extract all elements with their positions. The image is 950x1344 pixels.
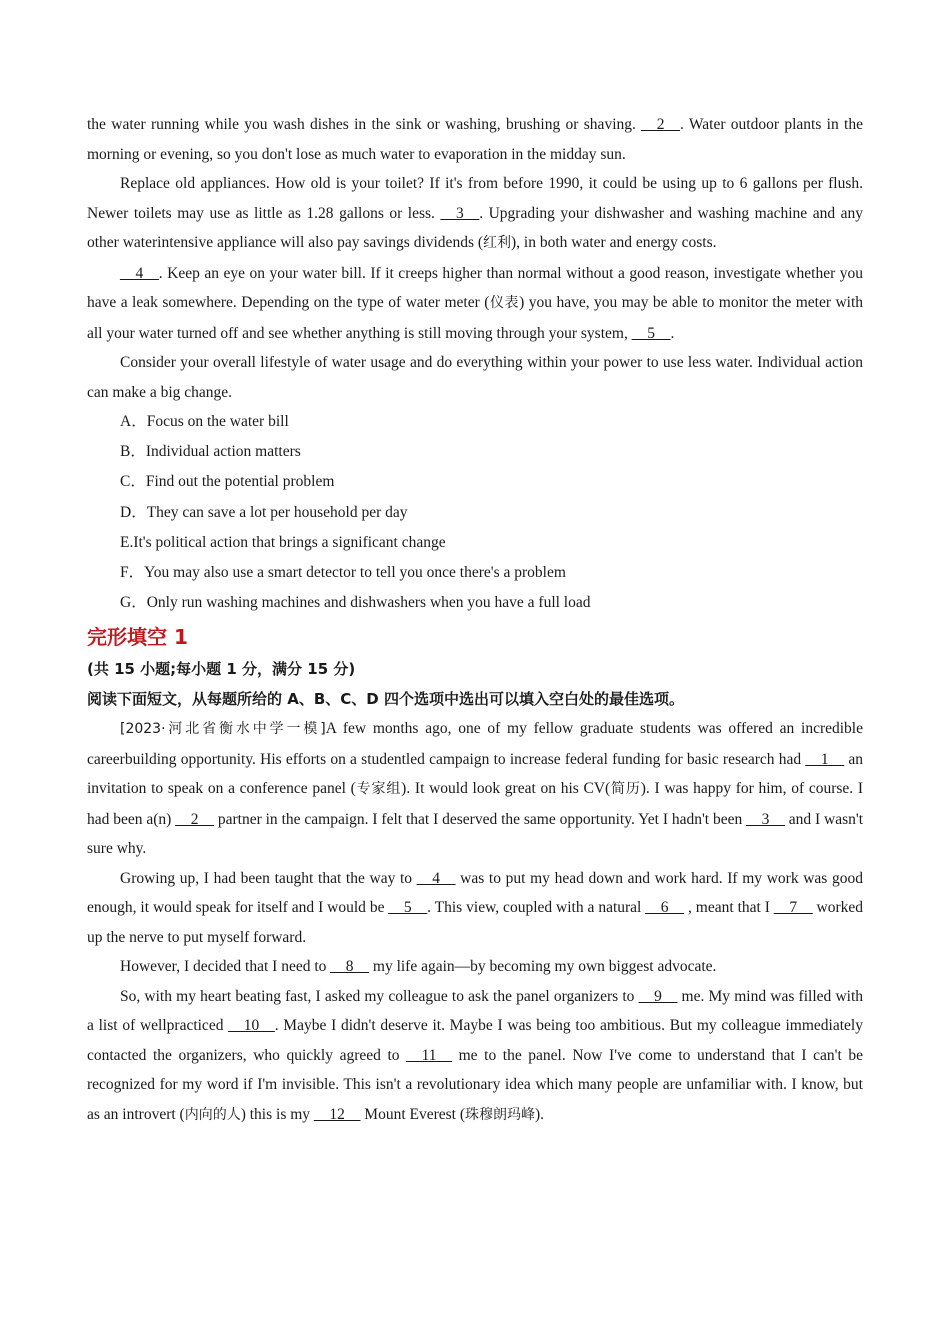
cloze-blank-5: __5__ xyxy=(388,899,428,917)
blank-4: __4__ xyxy=(120,264,159,282)
cloze-blank-3: __3__ xyxy=(746,810,785,828)
cloze-paragraph-1: [2023·河北省衡水中学一模]A few months ago, one of my fellow graduate students was offered an incredible careerbuilding opportunity. His efforts on a studentled campaign to increase federal funding for basic research had __1__ an invitation to speak on a conference panel (专家组). It would look great on his CV(简历). I was happy for him, of course. I had been a(n) __2__ partner in the campaign. I felt that I deserved the same opportunity. Yet I hadn't been __3__ and I wasn't sure why. xyxy=(87,720,864,858)
section-instruction: 阅读下面短文，从每题所给的 A、B、C、D 四个选项中选出可以填入空白处的最佳选项。 xyxy=(87,690,684,709)
cloze-blank-11: __11__ xyxy=(406,1046,453,1064)
cloze-blank-12: __12__ xyxy=(313,1105,361,1123)
options-list xyxy=(87,407,863,618)
option-f: F．You may also use a smart detector to tell you once there's a problem xyxy=(120,564,566,582)
option-c: C．Find out the potential problem xyxy=(120,473,335,491)
option-b: B．Individual action matters xyxy=(120,443,301,461)
source-label: [2023·河北省衡水中学一模] xyxy=(120,721,326,738)
passage-paragraph-1: the water running while you wash dishes in the sink or washing, brushing or shaving. __2__. Water outdoor plants in the morning or evening, so you don't lose as much water to evaporation in the midday sun. xyxy=(87,116,863,163)
blank-3: __3__ xyxy=(440,204,480,222)
cloze-blank-7: __7__ xyxy=(773,899,813,917)
cloze-blank-8: __8__ xyxy=(330,958,370,976)
cloze-blank-10: __10__ xyxy=(228,1017,275,1035)
cloze-blank-6: __6__ xyxy=(645,899,685,917)
cloze-paragraph-3: However, I decided that I need to __8__ my life again—by becoming my own biggest advocate. xyxy=(120,958,717,976)
option-a: A．Focus on the water bill xyxy=(120,413,289,430)
cloze-blank-2: __2__ xyxy=(175,810,214,828)
cloze-paragraph-4: So, with my heart beating fast, I asked my colleague to ask the panel organizers to __9__ me. My mind was filled with a list of wellpracticed __10__. Maybe I didn't deserve it. Maybe I was being too ambitious. But my colleague immediately contacted the organizers, who quickly agreed to __11__ me to the panel. Now I've come to understand that I can't be recognized for my word if I'm invisible. This isn't a revolutionary idea which many people are unfamiliar with. I know, but as an introvert (内向的人) this is my __12__ Mount Everest (珠穆朗玛峰). xyxy=(87,987,864,1123)
blank-5: __5__ xyxy=(631,324,671,342)
option-g: G．Only run washing machines and dishwashers when you have a full load xyxy=(120,594,591,612)
section-subtitle: (共 15 小题;每小题 1 分，满分 15 分) xyxy=(87,660,356,679)
passage-paragraph-2: Replace old appliances. How old is your toilet? If it's from before 1990, it could be using up to 6 gallons per flush. Newer toilets may use as little as 1.28 gallons or less. __3__. Upgrading your dishwasher and washing machine and any other waterintensive appliance will also pay savings dividends (红利), in both water and energy costs. xyxy=(87,175,863,251)
cloze-blank-1: __1__ xyxy=(805,750,845,768)
cloze-blank-4: __4__ xyxy=(416,869,456,887)
cloze-blank-9: __9__ xyxy=(638,987,678,1005)
document-page xyxy=(87,110,863,1130)
blank-2: __2__ xyxy=(641,116,680,133)
cloze-paragraph-2: Growing up, I had been taught that the way to __4__ was to put my head down and work hard. If my work was good enough, it would speak for itself and I would be __5__. This view, coupled with a natural __6__ , meant that I __7__ worked up the nerve to put myself forward. xyxy=(87,869,863,946)
option-e: E.It's political action that brings a significant change xyxy=(120,533,446,551)
passage-paragraph-4: Consider your overall lifestyle of water usage and do everything within your power to use less water. Individual action can make a big change. xyxy=(87,354,863,401)
section-title: 完形填空 1 xyxy=(87,625,188,650)
passage-paragraph-3: __4__. Keep an eye on your water bill. If it creeps higher than normal without a good reason, investigate whether you have a leak somewhere. Depending on the type of water meter (仪表) you have, you may be able to monitor the meter with all your water turned off and see whether anything is still moving through your system, __5__. xyxy=(87,264,864,342)
option-d: D．They can save a lot per household per day xyxy=(120,503,408,521)
